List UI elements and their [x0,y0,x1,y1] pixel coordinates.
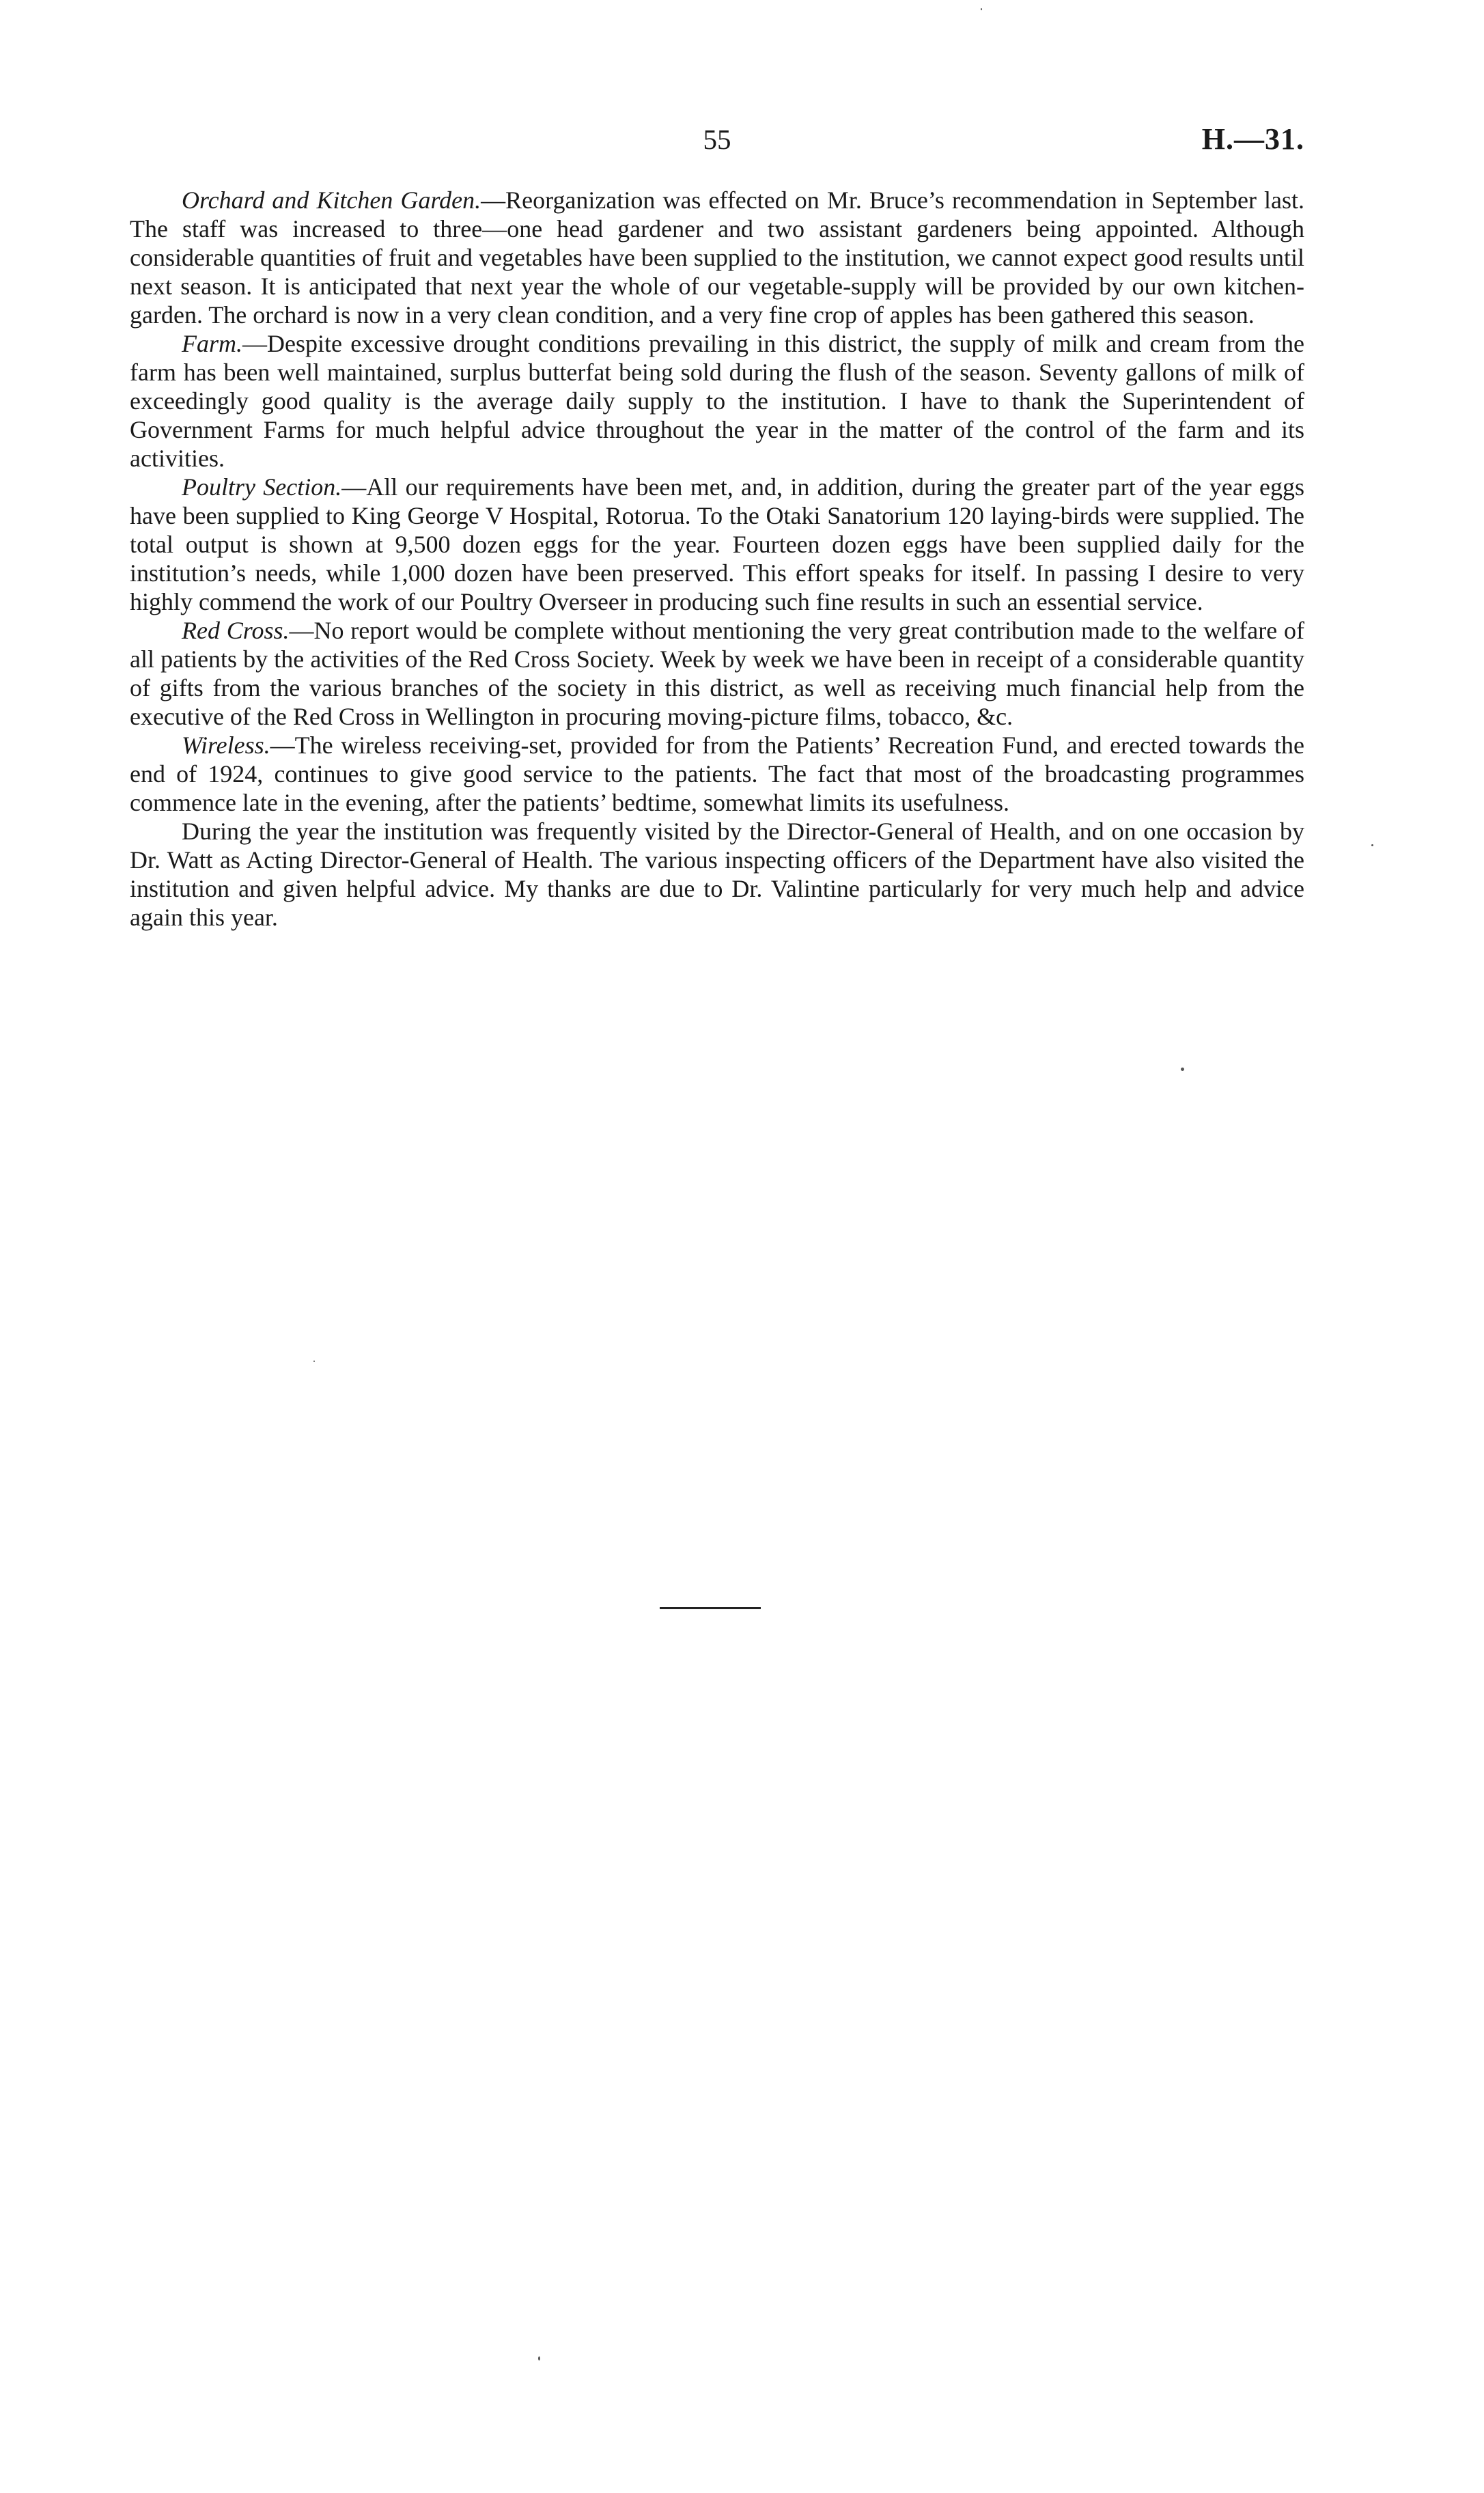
page-header [130,115,1304,163]
scan-speck [1371,844,1373,846]
end-rule [660,1607,761,1609]
paragraph-text: During the year the institution was frequently visited by the Director-General of Health, and on one occasion by Dr. Watt as Acting Director-General of Health. The various inspecting officers of the Department have also visited the institution and given helpful advice. My thanks are due to Dr. Valintine particularly for very much help and advice again this year. [130,818,1304,931]
paragraph-farm [130,329,1304,473]
paragraph-heading: Wireless. [182,732,270,759]
paragraph-red-cross [130,616,1304,731]
paragraph-orchard [130,186,1304,329]
paragraph-heading: Orchard and Kitchen Garden. [182,186,481,214]
paragraph-poultry [130,473,1304,616]
document-reference: H.—31. [1201,122,1304,156]
paragraph-text: —Reorganization was effected on Mr. Bruce’s recommendation in September last. The staff was increased to three—one head gardener and two assistant gardeners being appointed. Although considerable quantities of fruit and vegetables have been supplied to the institution, we cannot expect good results until next season. It is anticipated that next year the whole of our vegetable-supply will be provided by our own kitchen-garden. The orchard is now in a very clean condition, and a very fine crop of apples has been gathered this season. [130,186,1304,329]
scan-speck [313,1361,315,1362]
paragraph-wireless [130,731,1304,817]
scan-speck [538,2356,540,2360]
scan-speck [981,8,982,10]
paragraph-heading: Red Cross. [182,617,290,644]
paragraph-text: —Despite excessive drought conditions prevailing in this district, the supply of milk and cream from the farm has been well maintained, surplus butterfat being sold during the flush of the season. Seventy gallons of milk of exceedingly good quality is the average daily supply to the institution. I have to thank the Superintendent of Government Farms for much helpful advice throughout the year in the matter of the control of the farm and its activities. [130,330,1304,472]
scan-speck [1181,1068,1184,1071]
paragraph-text: —All our requirements have been met, and, in addition, during the greater part of the year eggs have been supplied to King George V Hospital, Rotorua. To the Otaki Sanatorium 120 laying-birds were supplied. The total output is shown at 9,500 dozen eggs for the year. Fourteen dozen eggs have been supplied daily for the institution’s needs, while 1,000 dozen have been preserved. This effort speaks for itself. In passing I desire to very highly commend the work of our Poultry Overseer in producing such fine results in such an essential service. [130,473,1304,615]
paragraph-heading: Poultry Section. [182,473,342,501]
paragraph-text: —No report would be complete without mentioning the very great contribution made to the welfare of all patients by the activities of the Red Cross Society. Week by week we have been in receipt of a considerable quantity of gifts from the various branches of the society in this district, as well as receiving much financial help from the executive of the Red Cross in Wellington in procuring moving-picture films, tobacco, &c. [130,617,1304,730]
paragraph-visits [130,817,1304,932]
report-body [130,186,1304,932]
paragraph-text: —The wireless receiving-set, provided for from the Patients’ Recreation Fund, and erected towards the end of 1924, continues to give good service to the patients. The fact that most of the broadcasting programmes commence late in the evening, after the patients’ bedtime, somewhat limits its usefulness. [130,732,1304,816]
page-number: 55 [703,124,731,155]
paragraph-heading: Farm. [182,330,242,357]
